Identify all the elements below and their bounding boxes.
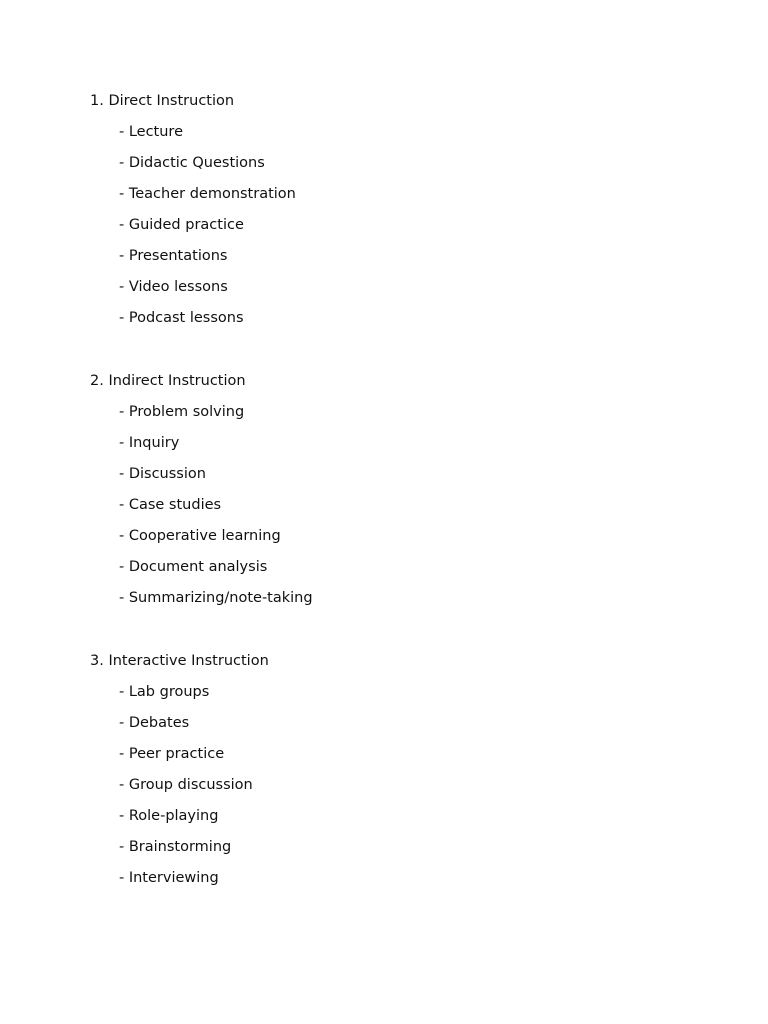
section-heading: 1. Direct Instruction: [90, 93, 235, 109]
list-item: - Guided practice: [119, 217, 244, 233]
list-item: - Debates: [119, 715, 190, 731]
list-item: - Teacher demonstration: [119, 186, 296, 202]
list-item: - Presentations: [119, 248, 228, 264]
section-direct-instruction: [90, 90, 730, 338]
list-item: - Discussion: [119, 466, 206, 482]
section-heading: 2. Indirect Instruction: [90, 373, 246, 389]
list-item: - Didactic Questions: [119, 155, 265, 171]
list-item: - Case studies: [119, 497, 222, 513]
list-item: - Peer practice: [119, 746, 225, 762]
item-list: [90, 401, 730, 618]
list-item: - Cooperative learning: [119, 528, 281, 544]
list-item: - Interviewing: [119, 870, 219, 886]
list-item: - Document analysis: [119, 559, 268, 575]
list-item: - Video lessons: [119, 279, 228, 295]
section-heading: 3. Interactive Instruction: [90, 653, 269, 669]
list-item: - Lecture: [119, 124, 183, 140]
list-item: - Brainstorming: [119, 839, 232, 855]
list-item: - Problem solving: [119, 404, 245, 420]
item-list: [90, 121, 730, 338]
list-item: - Group discussion: [119, 777, 253, 793]
list-item: - Inquiry: [119, 435, 180, 451]
list-item: - Role-playing: [119, 808, 219, 824]
list-item: - Podcast lessons: [119, 310, 244, 326]
document-body: [90, 90, 730, 930]
item-list: [90, 681, 730, 898]
list-item: - Lab groups: [119, 684, 210, 700]
section-indirect-instruction: [90, 370, 730, 618]
list-item: - Summarizing/note-taking: [119, 590, 313, 606]
section-interactive-instruction: [90, 650, 730, 898]
